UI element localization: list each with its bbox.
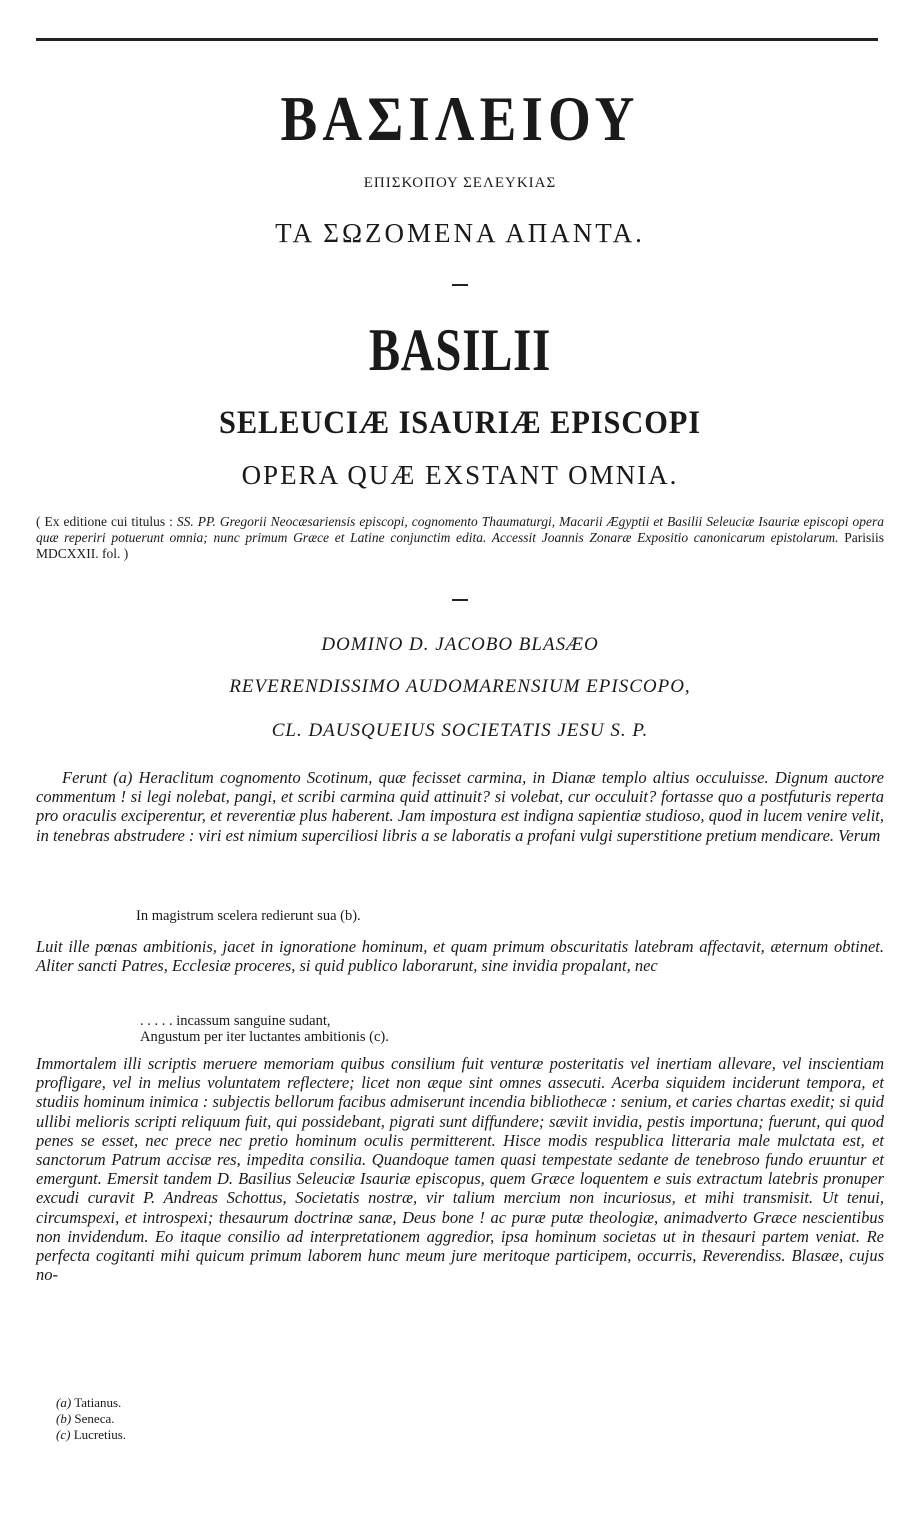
dedication-line: REVERENDISSIMO AUDOMARENSIUM EPISCOPO, bbox=[229, 676, 691, 697]
footnote-text: Lucretius. bbox=[73, 1427, 127, 1442]
verse-quote: Angustum per iter luctantes ambitionis (c). bbox=[140, 1029, 389, 1045]
edition-note-imprint: Parisiis MDCXXII. fol. ) bbox=[36, 530, 884, 561]
dedication-line: CL. DAUSQUEIUS SOCIETATIS JESU S. P. bbox=[271, 720, 649, 741]
section-dash bbox=[452, 284, 468, 286]
body-paragraph: Immortalem illi scriptis meruere memoriam quibus consilium fuit venturæ posteritatis vel inertiam allevare, vel inscientiam profligare, vel in melius voluntatem reflectere; licet non æque sint omnes assecuti. Acerba siquidem inciderunt tempora, et studiis hominum inimica : subjectis bellorum facibus admiserunt incendia bibliothecæ : senium, et caries chartas exedit; si quid ullibi melioris scripti reliquum fuit, qui possidebant, pigrati sunt diffundere; sæviit invidia, pestis importuna; fuerunt, qui quod penes se esset, nec prece nec pretio hominum oculis permitterent. Hisce modis respublica litteraria male mulctata est, et sanctorum Patrum accisæ res, impedita consilia. Quandoque tamen quasi tempestate sedante de tenebroso fundo eruuntur et emergunt. Emersit tandem D. Basilius Seleuciæ Isauriæ episcopus, quem Græce loquentem e suis extractum latebris pronuper excudi curavit P. Andreas Schottus, Societatis nostræ, vir talium mercium non incuriosus, et mihi transmisit. Ut tenui, circumspexi, et introspexi; thesaurum doctrinæ sanæ, Deus bone ! ac puræ putæ theologiæ, animadverto Græce nescientibus non invidendum. Eo itaque consilio ad interpretationem aggredior, ipsa hominum societas ut in thesauri partem veniat. Re perfecta cogitanti mihi quicum primum laborem hunc meum jure meritoque participem, occurris, Reverendiss. Blasæe, cujus no- bbox=[36, 1054, 884, 1285]
verse-quote: . . . . . incassum sanguine sudant, bbox=[140, 1013, 331, 1029]
footnote-text: Tatianus. bbox=[74, 1395, 122, 1410]
footnote bbox=[56, 1411, 114, 1426]
edition-note bbox=[36, 514, 884, 562]
footnote-text: Seneca. bbox=[74, 1411, 115, 1426]
body-paragraph: Luit ille pœnas ambitionis, jacet in ignoratione hominum, et quam primum obscuritatis latebram affectavit, æternum obtinet. Aliter sancti Patres, Ecclesiæ proceres, si quid publico laborarunt, sine invidia propalant, nec bbox=[36, 937, 884, 976]
body-paragraph: Ferunt (a) Heraclitum cognomento Scotinum, quæ fecisset carmina, in Dianæ templo altius occuluisse. Dignum auctore commentum ! si legi nolebat, pangi, et scribi carmina quid attinuit? si volebat, cur occuluit? fortasse quo a postfuturis reperta pro oraculis exciperentur, et reverentiæ plus haberent. Jam impostura est indigna sapientiæ studioso, quod in lucem venire velit, in tenebras abstrudere : viri est nimium superciliosi libris a se laboratis a profani vulgi superstitione pretium mendicare. Verum bbox=[36, 768, 884, 845]
latin-subtitle: SELEUCIÆ ISAURIÆ EPISCOPI bbox=[219, 405, 701, 441]
footnote-mark: (b) bbox=[56, 1411, 72, 1426]
greek-works-title: ΤΑ ΣΩΖΟΜΕΝΑ ΑΠΑΝΤΑ. bbox=[275, 218, 645, 248]
greek-subtitle: ΕΠΙΣΚΟΠΟΥ ΣΕΛΕΥΚΙΑΣ bbox=[363, 175, 557, 191]
edition-note-open: ( Ex editione cui titulus : bbox=[36, 514, 177, 529]
top-rule bbox=[36, 38, 878, 41]
edition-note-title: SS. PP. Gregorii Neocæsariensis episcopi, cognomento Thaumaturgi, Macarii Ægyptii et Basilii Seleuciæ Isauriæ episcopi opera quæ reperiri potuerunt omnia; nunc primum Græce et Latine conjunctim edita. Accessit Joannis Zonaræ Expositio canonicarum epistolarum. bbox=[36, 514, 884, 545]
verse-quote: In magistrum scelera redierunt sua (b). bbox=[136, 908, 361, 924]
footnote bbox=[56, 1427, 126, 1442]
footnote-mark: (a) bbox=[56, 1395, 72, 1410]
dedication-line: DOMINO D. JACOBO BLASÆO bbox=[321, 634, 599, 655]
greek-title: ΒΑΣΙΛΕΙΟΥ bbox=[280, 83, 640, 154]
section-dash bbox=[452, 599, 468, 601]
footnote-mark: (c) bbox=[56, 1427, 71, 1442]
footnote bbox=[56, 1395, 121, 1410]
latin-title: BASILII bbox=[368, 317, 552, 383]
latin-works-title: OPERA QUÆ EXSTANT OMNIA. bbox=[241, 460, 679, 490]
